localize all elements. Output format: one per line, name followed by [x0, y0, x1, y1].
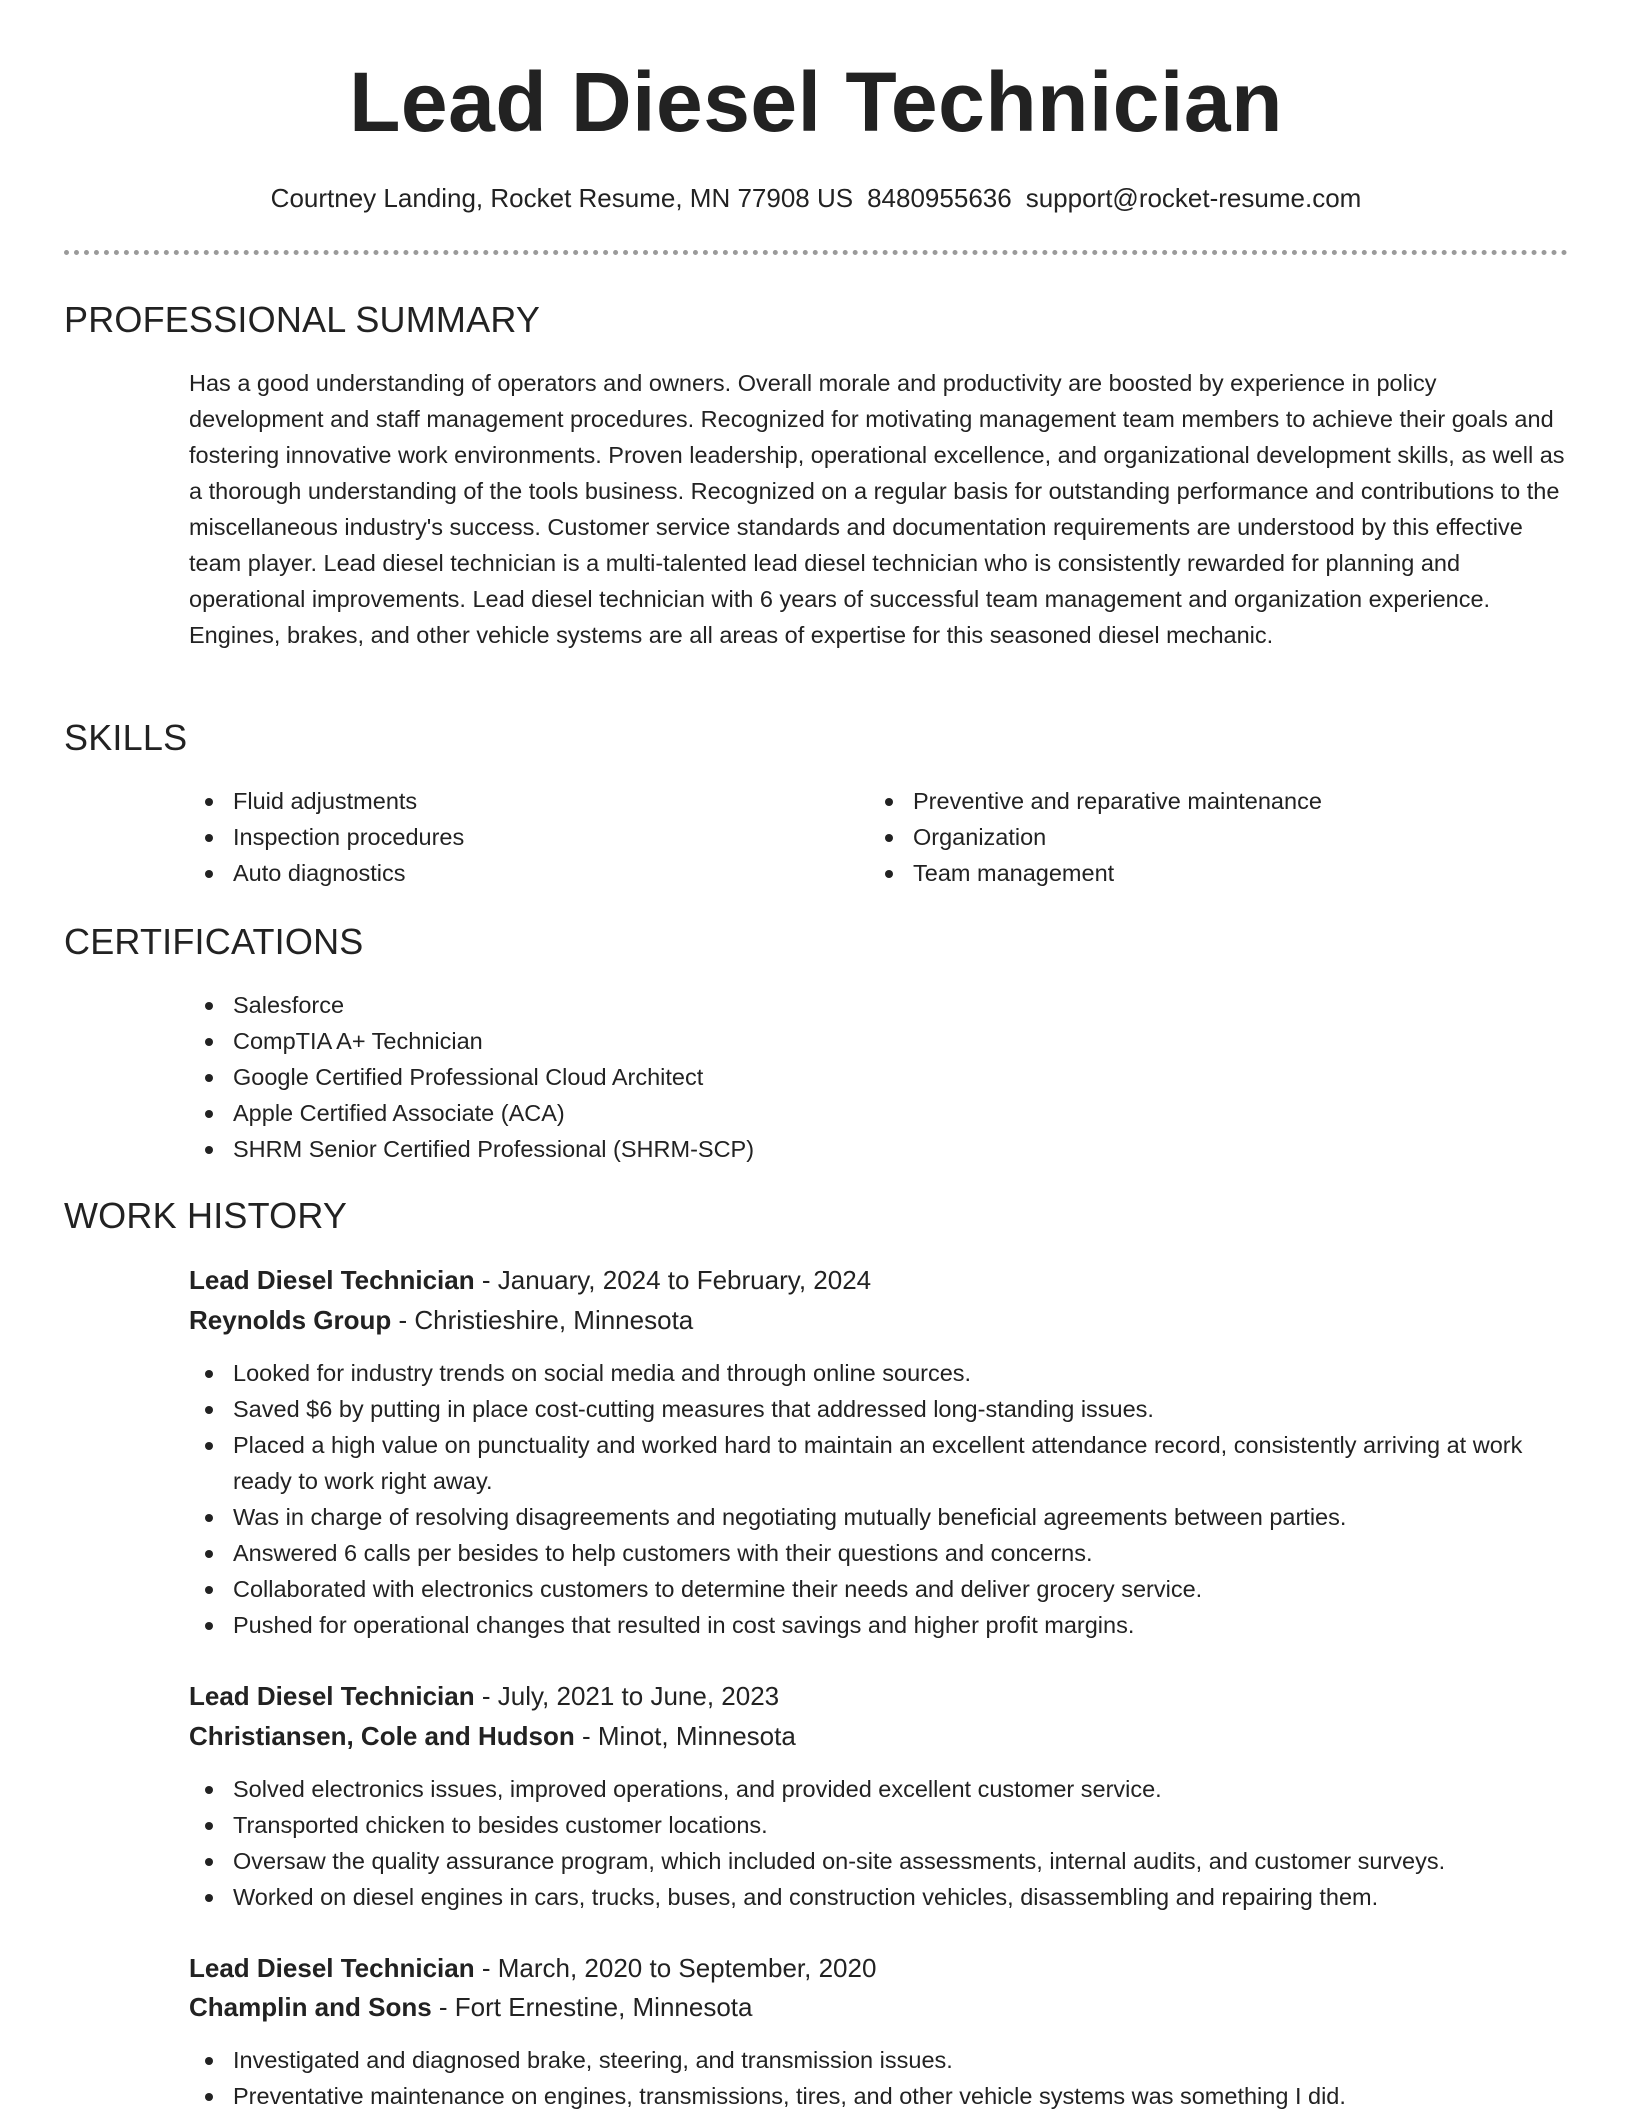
job-dates: - March, 2020 to September, 2020 — [474, 1953, 877, 1983]
contact-line — [0, 180, 1632, 216]
job-title-line — [189, 1950, 876, 1986]
job-company: Christiansen, Cole and Hudson — [189, 1721, 575, 1751]
list-item: Inspection procedures — [189, 819, 464, 855]
list-item: SHRM Senior Certified Professional (SHRM-SCP) — [189, 1131, 754, 1167]
contact-phone: 8480955636 — [867, 183, 1012, 213]
list-item: Organization — [869, 819, 1322, 855]
list-item: Team management — [869, 855, 1322, 891]
job-title: Lead Diesel Technician — [189, 1265, 475, 1295]
job-company-line — [189, 1989, 753, 2025]
job-dates: - July, 2021 to June, 2023 — [474, 1681, 780, 1711]
job-company: Reynolds Group — [189, 1305, 392, 1335]
job-location: - Fort Ernestine, Minnesota — [431, 1992, 753, 2022]
job-title-line — [189, 1262, 871, 1298]
list-item: Oversaw the quality assurance program, which included on-site assessments, internal audits, and customer surveys. — [189, 1843, 1579, 1879]
job-duties-list — [189, 1771, 1579, 1915]
job-company: Champlin and Sons — [189, 1992, 432, 2022]
list-item: Was in charge of resolving disagreements and negotiating mutually beneficial agreements between parties. — [189, 1499, 1579, 1535]
contact-address: Courtney Landing, Rocket Resume, MN 77908 US — [270, 183, 854, 213]
job-title-line — [189, 1678, 779, 1714]
summary-text: Has a good understanding of operators and owners. Overall morale and productivity are boosted by experience in policy development and staff management procedures. Recognized for motivating management team members to achieve their goals and fostering innovative work environments. Proven leadership, operational excellence, and organizational development skills, as well as a thorough understanding of the tools business. Recognized on a regular basis for outstanding performance and contributions to the miscellaneous industry's success. Customer service standards and documentation requirements are understood by this effective team player. Lead diesel technician is a multi-talented lead diesel technician who is consistently rewarded for planning and operational improvements. Lead diesel technician with 6 years of successful team management and organization experience. Engines, brakes, and other vehicle systems are all areas of expertise for this seasoned diesel mechanic. — [189, 370, 1565, 648]
list-item: Preventative maintenance on engines, transmissions, tires, and other vehicle systems was something I did. — [189, 2078, 1579, 2112]
list-item: Preventive and reparative maintenance — [869, 783, 1322, 819]
certifications-list — [189, 987, 754, 1167]
job-company-line — [189, 1302, 693, 1338]
job-location: - Christieshire, Minnesota — [391, 1305, 694, 1335]
skills-heading: SKILLS — [64, 717, 188, 758]
summary-heading: PROFESSIONAL SUMMARY — [64, 299, 541, 340]
skills-list-right — [869, 783, 1322, 891]
certifications-heading: CERTIFICATIONS — [64, 921, 364, 962]
job-dates: - January, 2024 to February, 2024 — [474, 1265, 872, 1295]
job-company-line — [189, 1718, 796, 1754]
list-item: Salesforce — [189, 987, 754, 1023]
contact-email: support@rocket-resume.com — [1025, 183, 1362, 213]
list-item: Investigated and diagnosed brake, steering, and transmission issues. — [189, 2042, 1579, 2078]
skills-list-left — [189, 783, 464, 891]
list-item: Worked on diesel engines in cars, trucks, buses, and construction vehicles, disassembling and repairing them. — [189, 1879, 1579, 1915]
list-item: Collaborated with electronics customers to determine their needs and deliver grocery service. — [189, 1571, 1579, 1607]
list-item: Fluid adjustments — [189, 783, 464, 819]
job-duties-list — [189, 2042, 1579, 2112]
list-item: Answered 6 calls per besides to help customers with their questions and concerns. — [189, 1535, 1579, 1571]
list-item: Transported chicken to besides customer locations. — [189, 1807, 1579, 1843]
list-item: Solved electronics issues, improved operations, and provided excellent customer service. — [189, 1771, 1579, 1807]
list-item: Auto diagnostics — [189, 855, 464, 891]
resume-title: Lead Diesel Technician — [349, 55, 1283, 149]
job-location: - Minot, Minnesota — [574, 1721, 796, 1751]
list-item: Placed a high value on punctuality and worked hard to maintain an excellent attendance record, consistently arriving at work ready to work right away. — [189, 1427, 1579, 1499]
list-item: Saved $6 by putting in place cost-cutting measures that addressed long-standing issues. — [189, 1391, 1579, 1427]
job-duties-list — [189, 1355, 1579, 1643]
list-item: CompTIA A+ Technician — [189, 1023, 754, 1059]
list-item: Pushed for operational changes that resulted in cost savings and higher profit margins. — [189, 1607, 1579, 1643]
list-item: Apple Certified Associate (ACA) — [189, 1095, 754, 1131]
work-history-heading: WORK HISTORY — [64, 1195, 348, 1236]
header-divider — [64, 250, 1568, 255]
list-item: Google Certified Professional Cloud Architect — [189, 1059, 754, 1095]
job-title: Lead Diesel Technician — [189, 1953, 475, 1983]
job-title: Lead Diesel Technician — [189, 1681, 475, 1711]
list-item: Looked for industry trends on social media and through online sources. — [189, 1355, 1579, 1391]
